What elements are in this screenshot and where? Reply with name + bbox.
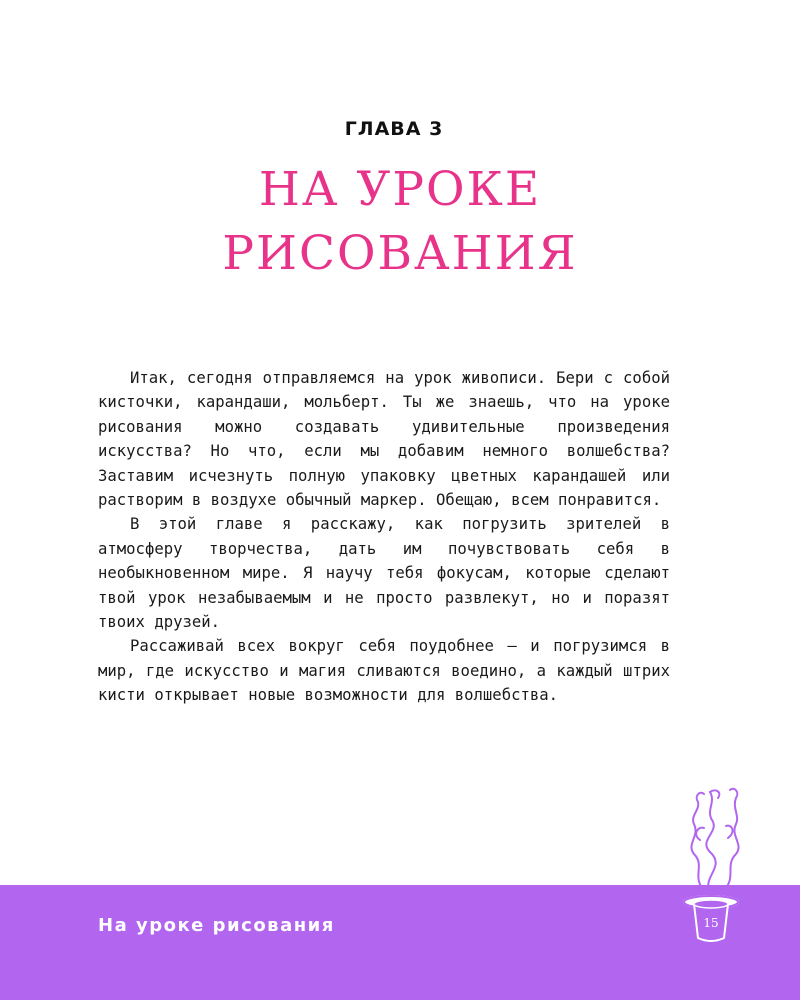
chapter-title-line-1: НА УРОКЕ [258, 162, 542, 217]
running-title: На уроке рисования [98, 915, 335, 936]
paragraph: Рассаживай всех вокруг себя поудобнее — и погрузимся в мир, где искусство и магия сливаются воедино, а каждый штрих кисти открывает новые возможности для волшебства. [98, 637, 670, 705]
page-number: 15 [703, 916, 719, 930]
paragraph: В этой главе я расскажу, как погрузить зрителей в атмосферу творчества, дать им почувствовать себя в необыкновенном мире. Я научу тебя фокусам, которые сделают твой урок незабываемым и не просто развлекут, но и поразят твоих друзей. [98, 515, 670, 632]
body-text [98, 366, 670, 708]
chapter-label: ГЛАВА 3 [344, 118, 444, 140]
chapter-title [0, 158, 800, 286]
chapter-title-line-2: РИСОВАНИЯ [222, 226, 578, 281]
paragraph: Итак, сегодня отправляемся на урок живописи. Бери с собой кисточки, карандаши, мольберт. Ты же знаешь, что на уроке рисования можно создавать удивительные произведения искусства? Но что, если мы добавим немного волшебства? Заставим исчезнуть полную упаковку цветных карандашей или растворим в воздухе обычный маркер. Обещаю, всем понравится. [98, 369, 670, 510]
